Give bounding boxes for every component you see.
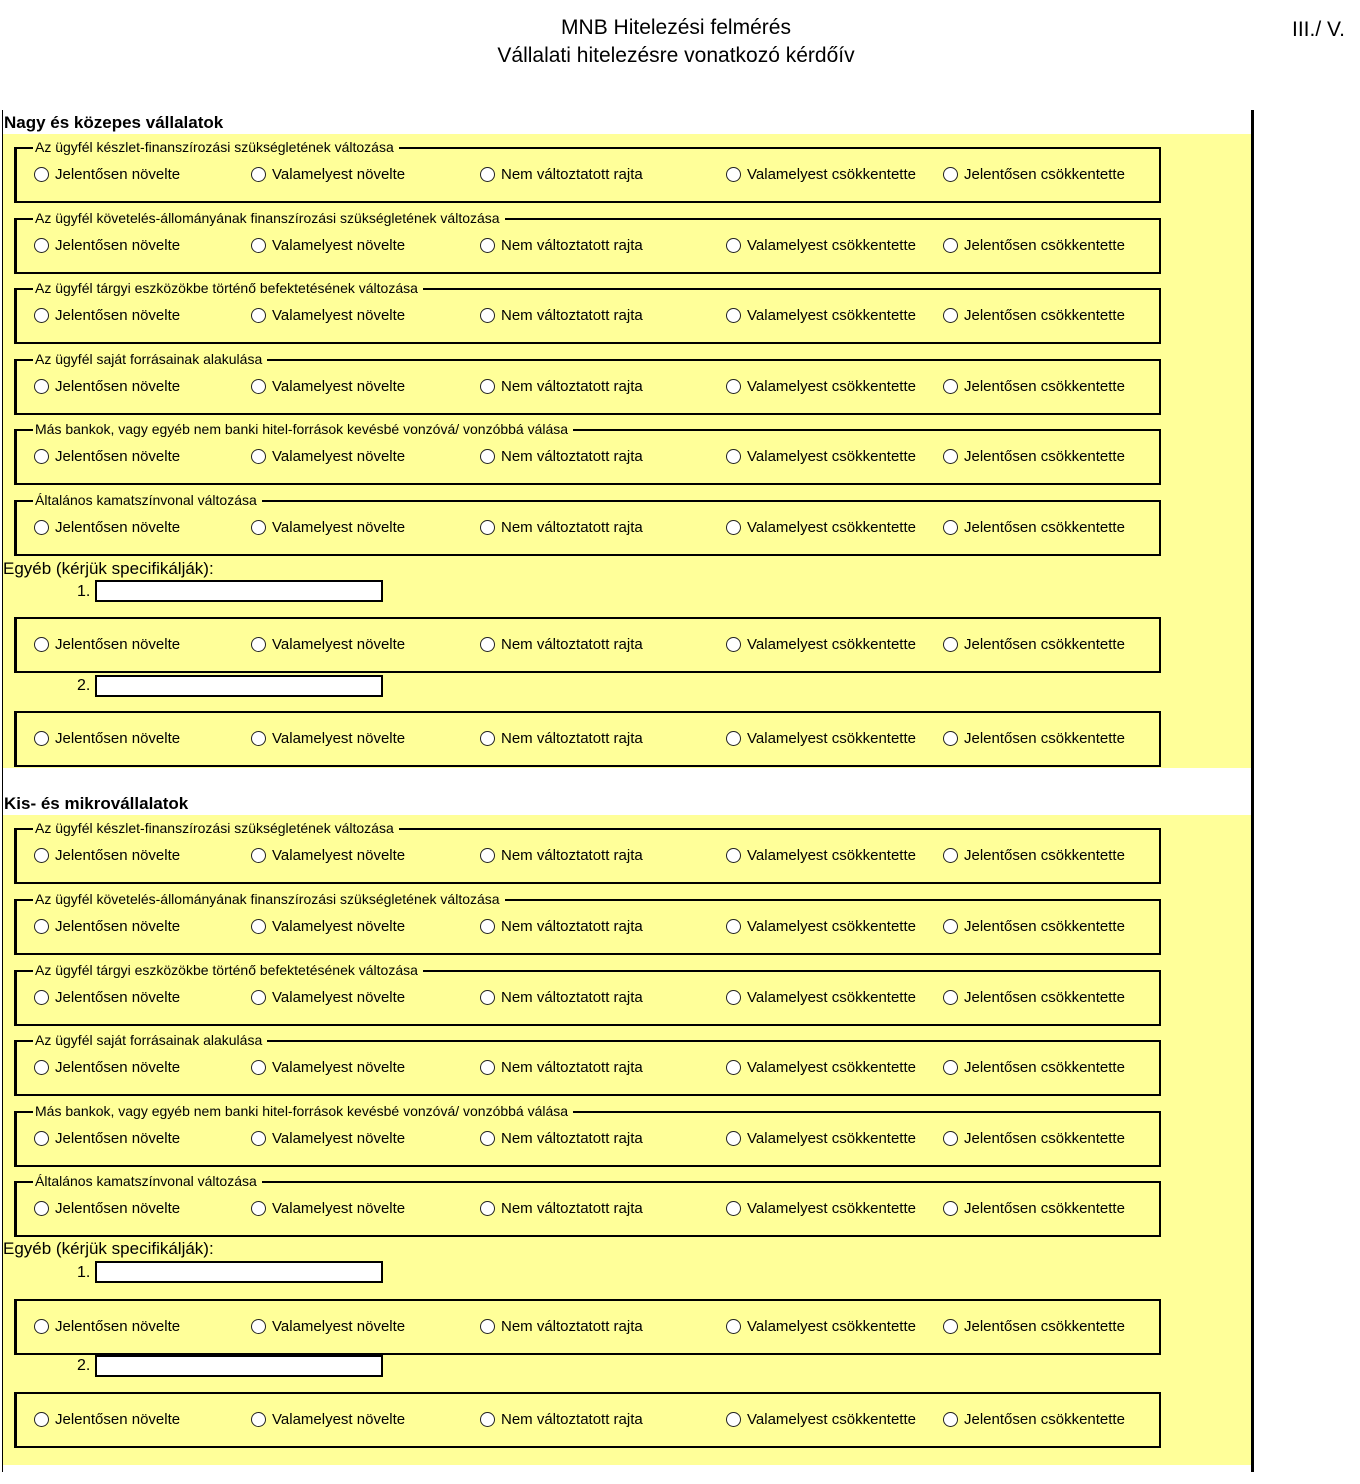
- radio-button-icon[interactable]: [251, 848, 266, 863]
- other-question-group: [14, 1392, 1161, 1448]
- radio-option-label: Valamelyest növelte: [272, 1410, 406, 1428]
- radio-option[interactable]: [34, 375, 180, 397]
- other-specify-input[interactable]: [95, 580, 383, 602]
- radio-button-icon[interactable]: [34, 449, 49, 464]
- radio-option-label: Valamelyest növelte: [272, 447, 406, 465]
- radio-button-icon[interactable]: [34, 379, 49, 394]
- radio-option-label: Jelentősen csökkentette: [964, 1058, 1125, 1076]
- radio-button-icon[interactable]: [943, 449, 958, 464]
- radio-option-label: Valamelyest csökkentette: [747, 917, 916, 935]
- radio-button-icon[interactable]: [480, 1131, 495, 1146]
- radio-option[interactable]: [480, 516, 643, 538]
- other-item-number: 1.: [77, 1264, 91, 1281]
- radio-option-label: Valamelyest növelte: [272, 729, 406, 747]
- radio-option-label: Jelentősen növelte: [55, 917, 181, 935]
- radio-option-label: Nem változtatott rajta: [501, 729, 643, 747]
- radio-button-icon[interactable]: [726, 308, 741, 323]
- radio-option[interactable]: [480, 844, 643, 866]
- radio-option[interactable]: [480, 304, 643, 326]
- radio-button-icon[interactable]: [251, 731, 266, 746]
- radio-option-label: Jelentősen növelte: [55, 306, 181, 324]
- radio-option-label: Jelentősen csökkentette: [964, 1317, 1125, 1335]
- radio-option[interactable]: [943, 844, 1125, 866]
- radio-button-icon[interactable]: [251, 1412, 266, 1427]
- radio-option-label: Jelentősen csökkentette: [964, 236, 1125, 254]
- radio-button-icon[interactable]: [943, 1412, 958, 1427]
- radio-option-label: Valamelyest növelte: [272, 1058, 406, 1076]
- radio-option[interactable]: [251, 234, 405, 256]
- radio-button-icon[interactable]: [34, 1201, 49, 1216]
- radio-button-icon[interactable]: [251, 238, 266, 253]
- radio-option[interactable]: [726, 445, 916, 467]
- radio-option-label: Nem változtatott rajta: [501, 635, 643, 653]
- question-label: Más bankok, vagy egyéb nem banki hitel-források kevésbé vonzóvá/ vonzóbbá válása: [33, 1101, 573, 1121]
- radio-button-icon[interactable]: [943, 379, 958, 394]
- radio-option-label: Valamelyest csökkentette: [747, 635, 916, 653]
- radio-option[interactable]: [943, 234, 1125, 256]
- radio-option-label: Jelentősen növelte: [55, 518, 181, 536]
- other-label: Egyéb (kérjük specifikálják):: [3, 1239, 214, 1258]
- question-label: Az ügyfél követelés-állományának finanszírozási szükségletének változása: [33, 889, 505, 909]
- radio-option[interactable]: [726, 1315, 916, 1337]
- radio-option[interactable]: [480, 915, 643, 937]
- radio-button-icon[interactable]: [943, 1201, 958, 1216]
- question-group: [14, 210, 1161, 274]
- section-title: Nagy és közepes vállalatok: [4, 113, 224, 132]
- radio-option-label: Nem változtatott rajta: [501, 1317, 643, 1335]
- radio-button-icon[interactable]: [34, 848, 49, 863]
- radio-option[interactable]: [726, 844, 916, 866]
- radio-option[interactable]: [480, 633, 643, 655]
- radio-option[interactable]: [34, 727, 180, 749]
- radio-option-label: Valamelyest csökkentette: [747, 306, 916, 324]
- radio-option[interactable]: [943, 516, 1125, 538]
- radio-button-icon[interactable]: [726, 990, 741, 1005]
- page-number: III./ V.: [1292, 18, 1345, 41]
- survey-title: MNB Hitelezési felmérés: [561, 16, 791, 39]
- radio-button-icon[interactable]: [251, 637, 266, 652]
- radio-button-icon[interactable]: [726, 520, 741, 535]
- right-border: [1251, 110, 1254, 1472]
- radio-button-icon[interactable]: [480, 1412, 495, 1427]
- radio-option[interactable]: [34, 633, 180, 655]
- radio-option[interactable]: [480, 1315, 643, 1337]
- radio-button-icon[interactable]: [726, 1131, 741, 1146]
- radio-button-icon[interactable]: [34, 1131, 49, 1146]
- radio-button-icon[interactable]: [943, 919, 958, 934]
- other-specify-input[interactable]: [95, 1355, 383, 1377]
- radio-option-label: Jelentősen növelte: [55, 165, 181, 183]
- radio-option[interactable]: [943, 915, 1125, 937]
- radio-button-icon[interactable]: [726, 1319, 741, 1334]
- radio-option-label: Valamelyest növelte: [272, 1199, 406, 1217]
- radio-button-icon[interactable]: [480, 449, 495, 464]
- question-label: Az ügyfél követelés-állományának finanszírozási szükségletének változása: [33, 208, 505, 228]
- radio-option-label: Valamelyest csökkentette: [747, 1058, 916, 1076]
- question-label: Az ügyfél saját forrásainak alakulása: [33, 349, 267, 369]
- radio-button-icon[interactable]: [251, 520, 266, 535]
- question-group: [14, 280, 1161, 344]
- radio-button-icon[interactable]: [726, 167, 741, 182]
- radio-option-label: Jelentősen növelte: [55, 1317, 181, 1335]
- question-label: Általános kamatszínvonal változása: [33, 1171, 262, 1191]
- radio-option[interactable]: [34, 1127, 180, 1149]
- radio-button-icon[interactable]: [251, 379, 266, 394]
- radio-button-icon[interactable]: [251, 1201, 266, 1216]
- radio-button-icon[interactable]: [943, 1319, 958, 1334]
- radio-button-icon[interactable]: [480, 520, 495, 535]
- radio-option-label: Valamelyest csökkentette: [747, 1129, 916, 1147]
- radio-button-icon[interactable]: [726, 731, 741, 746]
- radio-option-label: Nem változtatott rajta: [501, 846, 643, 864]
- radio-option[interactable]: [726, 1127, 916, 1149]
- radio-option[interactable]: [34, 844, 180, 866]
- radio-option[interactable]: [480, 234, 643, 256]
- radio-option[interactable]: [726, 1056, 916, 1078]
- question-group: [14, 139, 1161, 203]
- radio-option[interactable]: [726, 633, 916, 655]
- radio-option-label: Valamelyest növelte: [272, 846, 406, 864]
- radio-option[interactable]: [943, 304, 1125, 326]
- question-group: [14, 962, 1161, 1026]
- radio-option-label: Valamelyest növelte: [272, 1129, 406, 1147]
- radio-option-label: Valamelyest növelte: [272, 1317, 406, 1335]
- question-group: [14, 351, 1161, 415]
- radio-option[interactable]: [480, 1408, 643, 1430]
- radio-option[interactable]: [726, 915, 916, 937]
- radio-option[interactable]: [251, 1408, 405, 1430]
- other-question-group: [14, 1299, 1161, 1355]
- radio-option[interactable]: [726, 234, 916, 256]
- radio-option[interactable]: [480, 375, 643, 397]
- radio-option[interactable]: [251, 915, 405, 937]
- other-specify-input[interactable]: [95, 1261, 383, 1283]
- radio-option-label: Jelentősen csökkentette: [964, 447, 1125, 465]
- radio-option-label: Jelentősen csökkentette: [964, 1199, 1125, 1217]
- radio-option[interactable]: [34, 915, 180, 937]
- radio-option[interactable]: [34, 1315, 180, 1337]
- question-group: [14, 492, 1161, 556]
- radio-option-label: Jelentősen növelte: [55, 729, 181, 747]
- radio-option[interactable]: [726, 986, 916, 1008]
- radio-option[interactable]: [251, 633, 405, 655]
- radio-option-label: Nem változtatott rajta: [501, 447, 643, 465]
- radio-option-label: Valamelyest csökkentette: [747, 518, 916, 536]
- other-item-number: 2.: [77, 677, 91, 694]
- radio-button-icon[interactable]: [480, 379, 495, 394]
- radio-option[interactable]: [251, 1127, 405, 1149]
- other-question-group: [14, 711, 1161, 767]
- radio-option-label: Valamelyest növelte: [272, 917, 406, 935]
- radio-button-icon[interactable]: [726, 1412, 741, 1427]
- radio-option-label: Jelentősen növelte: [55, 1410, 181, 1428]
- radio-option[interactable]: [943, 727, 1125, 749]
- question-group: [14, 1103, 1161, 1167]
- radio-option-label: Jelentősen növelte: [55, 988, 181, 1006]
- radio-button-icon[interactable]: [480, 731, 495, 746]
- radio-option[interactable]: [726, 304, 916, 326]
- radio-option[interactable]: [34, 986, 180, 1008]
- radio-button-icon[interactable]: [34, 1060, 49, 1075]
- radio-button-icon[interactable]: [480, 1201, 495, 1216]
- radio-button-icon[interactable]: [251, 1060, 266, 1075]
- radio-button-icon[interactable]: [34, 990, 49, 1005]
- radio-option[interactable]: [34, 304, 180, 326]
- other-item-number: 1.: [77, 583, 91, 600]
- radio-option[interactable]: [943, 1315, 1125, 1337]
- radio-option-label: Nem változtatott rajta: [501, 1410, 643, 1428]
- radio-option[interactable]: [480, 445, 643, 467]
- question-group: [14, 421, 1161, 485]
- question-group: [14, 1173, 1161, 1237]
- radio-option[interactable]: [726, 1408, 916, 1430]
- radio-option-label: Jelentősen csökkentette: [964, 729, 1125, 747]
- radio-option[interactable]: [251, 163, 405, 185]
- radio-button-icon[interactable]: [251, 1319, 266, 1334]
- radio-option[interactable]: [251, 986, 405, 1008]
- radio-option[interactable]: [943, 375, 1125, 397]
- radio-option-label: Nem változtatott rajta: [501, 1199, 643, 1217]
- radio-option[interactable]: [34, 1408, 180, 1430]
- radio-button-icon[interactable]: [480, 637, 495, 652]
- radio-option-label: Jelentősen csökkentette: [964, 165, 1125, 183]
- radio-button-icon[interactable]: [480, 990, 495, 1005]
- radio-option[interactable]: [480, 1197, 643, 1219]
- radio-option-label: Jelentősen csökkentette: [964, 518, 1125, 536]
- radio-button-icon[interactable]: [726, 1201, 741, 1216]
- radio-option[interactable]: [251, 445, 405, 467]
- radio-option[interactable]: [943, 986, 1125, 1008]
- radio-option-label: Jelentősen csökkentette: [964, 917, 1125, 935]
- radio-option-label: Valamelyest növelte: [272, 306, 406, 324]
- radio-button-icon[interactable]: [726, 848, 741, 863]
- radio-option[interactable]: [480, 986, 643, 1008]
- radio-option-label: Jelentősen csökkentette: [964, 306, 1125, 324]
- radio-button-icon[interactable]: [726, 919, 741, 934]
- radio-button-icon[interactable]: [251, 308, 266, 323]
- radio-button-icon[interactable]: [943, 520, 958, 535]
- radio-option-label: Valamelyest csökkentette: [747, 236, 916, 254]
- radio-option[interactable]: [726, 163, 916, 185]
- radio-option[interactable]: [251, 1315, 405, 1337]
- radio-button-icon[interactable]: [726, 449, 741, 464]
- radio-option[interactable]: [251, 727, 405, 749]
- radio-button-icon[interactable]: [480, 238, 495, 253]
- radio-option[interactable]: [943, 633, 1125, 655]
- radio-option[interactable]: [943, 1127, 1125, 1149]
- radio-option-label: Valamelyest növelte: [272, 635, 406, 653]
- radio-option[interactable]: [480, 163, 643, 185]
- radio-button-icon[interactable]: [480, 167, 495, 182]
- radio-option-label: Jelentősen növelte: [55, 635, 181, 653]
- radio-option-label: Jelentősen növelte: [55, 377, 181, 395]
- radio-option[interactable]: [251, 516, 405, 538]
- radio-option-label: Jelentősen csökkentette: [964, 1129, 1125, 1147]
- radio-option-label: Valamelyest növelte: [272, 165, 406, 183]
- radio-button-icon[interactable]: [34, 919, 49, 934]
- radio-option[interactable]: [726, 1197, 916, 1219]
- section-title: Kis- és mikrovállalatok: [4, 794, 189, 813]
- radio-button-icon[interactable]: [943, 167, 958, 182]
- left-border: [2, 110, 3, 1472]
- radio-option-label: Valamelyest csökkentette: [747, 988, 916, 1006]
- radio-option-label: Nem változtatott rajta: [501, 236, 643, 254]
- radio-button-icon[interactable]: [251, 919, 266, 934]
- radio-button-icon[interactable]: [251, 1131, 266, 1146]
- radio-option-label: Nem változtatott rajta: [501, 1058, 643, 1076]
- radio-option-label: Valamelyest csökkentette: [747, 377, 916, 395]
- radio-button-icon[interactable]: [251, 167, 266, 182]
- radio-option-label: Nem változtatott rajta: [501, 988, 643, 1006]
- radio-option-label: Valamelyest növelte: [272, 377, 406, 395]
- question-label: Az ügyfél tárgyi eszközökbe történő befektetésének változása: [33, 960, 423, 980]
- radio-option-label: Valamelyest csökkentette: [747, 729, 916, 747]
- radio-button-icon[interactable]: [34, 520, 49, 535]
- radio-button-icon[interactable]: [943, 308, 958, 323]
- radio-button-icon[interactable]: [943, 1060, 958, 1075]
- radio-button-icon[interactable]: [251, 449, 266, 464]
- radio-option[interactable]: [251, 375, 405, 397]
- radio-option[interactable]: [251, 1197, 405, 1219]
- radio-option-label: Valamelyest növelte: [272, 236, 406, 254]
- radio-option-label: Jelentősen növelte: [55, 1199, 181, 1217]
- radio-option-label: Jelentősen csökkentette: [964, 988, 1125, 1006]
- other-label: Egyéb (kérjük specifikálják):: [3, 559, 214, 578]
- radio-option-label: Nem változtatott rajta: [501, 306, 643, 324]
- radio-option[interactable]: [943, 1056, 1125, 1078]
- radio-option[interactable]: [726, 375, 916, 397]
- radio-option-label: Nem változtatott rajta: [501, 917, 643, 935]
- question-label: Más bankok, vagy egyéb nem banki hitel-források kevésbé vonzóvá/ vonzóbbá válása: [33, 419, 573, 439]
- radio-option-label: Jelentősen növelte: [55, 447, 181, 465]
- radio-button-icon[interactable]: [480, 919, 495, 934]
- radio-option-label: Valamelyest csökkentette: [747, 1317, 916, 1335]
- survey-subtitle: Vállalati hitelezésre vonatkozó kérdőív: [497, 44, 855, 67]
- radio-button-icon[interactable]: [480, 308, 495, 323]
- radio-button-icon[interactable]: [480, 1319, 495, 1334]
- radio-option-label: Nem változtatott rajta: [501, 165, 643, 183]
- radio-option-label: Valamelyest csökkentette: [747, 165, 916, 183]
- question-group: [14, 820, 1161, 884]
- radio-button-icon[interactable]: [943, 731, 958, 746]
- radio-button-icon[interactable]: [34, 308, 49, 323]
- radio-option[interactable]: [251, 1056, 405, 1078]
- radio-option[interactable]: [251, 844, 405, 866]
- radio-button-icon[interactable]: [943, 637, 958, 652]
- radio-option-label: Jelentősen növelte: [55, 236, 181, 254]
- question-label: Az ügyfél saját forrásainak alakulása: [33, 1030, 267, 1050]
- radio-option-label: Valamelyest csökkentette: [747, 1410, 916, 1428]
- radio-option[interactable]: [34, 163, 180, 185]
- radio-button-icon[interactable]: [34, 637, 49, 652]
- radio-option[interactable]: [34, 1197, 180, 1219]
- radio-option[interactable]: [34, 516, 180, 538]
- radio-option[interactable]: [943, 1197, 1125, 1219]
- radio-option-label: Jelentősen növelte: [55, 846, 181, 864]
- radio-button-icon[interactable]: [480, 848, 495, 863]
- radio-option-label: Jelentősen növelte: [55, 1129, 181, 1147]
- question-label: Az ügyfél tárgyi eszközökbe történő befektetésének változása: [33, 278, 423, 298]
- radio-option[interactable]: [726, 727, 916, 749]
- radio-button-icon[interactable]: [943, 990, 958, 1005]
- radio-option[interactable]: [943, 445, 1125, 467]
- radio-button-icon[interactable]: [943, 1131, 958, 1146]
- radio-option[interactable]: [943, 1408, 1125, 1430]
- radio-option-label: Jelentősen csökkentette: [964, 377, 1125, 395]
- radio-option-label: Valamelyest csökkentette: [747, 846, 916, 864]
- radio-button-icon[interactable]: [34, 1412, 49, 1427]
- question-label: Általános kamatszínvonal változása: [33, 490, 262, 510]
- radio-option-label: Jelentősen csökkentette: [964, 635, 1125, 653]
- radio-option[interactable]: [251, 304, 405, 326]
- radio-button-icon[interactable]: [34, 731, 49, 746]
- radio-option-label: Jelentősen növelte: [55, 1058, 181, 1076]
- radio-option[interactable]: [34, 445, 180, 467]
- radio-option-label: Valamelyest növelte: [272, 988, 406, 1006]
- radio-option[interactable]: [34, 1056, 180, 1078]
- other-specify-input[interactable]: [95, 675, 383, 697]
- radio-option-label: Nem változtatott rajta: [501, 377, 643, 395]
- radio-button-icon[interactable]: [726, 379, 741, 394]
- radio-option[interactable]: [943, 163, 1125, 185]
- radio-button-icon[interactable]: [34, 167, 49, 182]
- radio-option-label: Jelentősen csökkentette: [964, 846, 1125, 864]
- radio-button-icon[interactable]: [251, 990, 266, 1005]
- radio-option[interactable]: [34, 234, 180, 256]
- radio-option-label: Valamelyest növelte: [272, 518, 406, 536]
- question-group: [14, 891, 1161, 955]
- radio-button-icon[interactable]: [726, 238, 741, 253]
- radio-option[interactable]: [480, 1056, 643, 1078]
- radio-button-icon[interactable]: [34, 1319, 49, 1334]
- radio-button-icon[interactable]: [480, 1060, 495, 1075]
- radio-option-label: Nem változtatott rajta: [501, 518, 643, 536]
- radio-option-label: Jelentősen csökkentette: [964, 1410, 1125, 1428]
- radio-button-icon[interactable]: [34, 238, 49, 253]
- radio-button-icon[interactable]: [943, 238, 958, 253]
- radio-option-label: Nem változtatott rajta: [501, 1129, 643, 1147]
- radio-option-label: Valamelyest csökkentette: [747, 1199, 916, 1217]
- other-question-group: [14, 617, 1161, 673]
- radio-button-icon[interactable]: [726, 637, 741, 652]
- question-group: [14, 1032, 1161, 1096]
- question-label: Az ügyfél készlet-finanszírozási szükségletének változása: [33, 818, 399, 838]
- question-label: Az ügyfél készlet-finanszírozási szükségletének változása: [33, 137, 399, 157]
- radio-option-label: Valamelyest csökkentette: [747, 447, 916, 465]
- radio-option[interactable]: [480, 727, 643, 749]
- radio-button-icon[interactable]: [943, 848, 958, 863]
- radio-button-icon[interactable]: [726, 1060, 741, 1075]
- radio-option[interactable]: [726, 516, 916, 538]
- other-item-number: 2.: [77, 1357, 91, 1374]
- radio-option[interactable]: [480, 1127, 643, 1149]
